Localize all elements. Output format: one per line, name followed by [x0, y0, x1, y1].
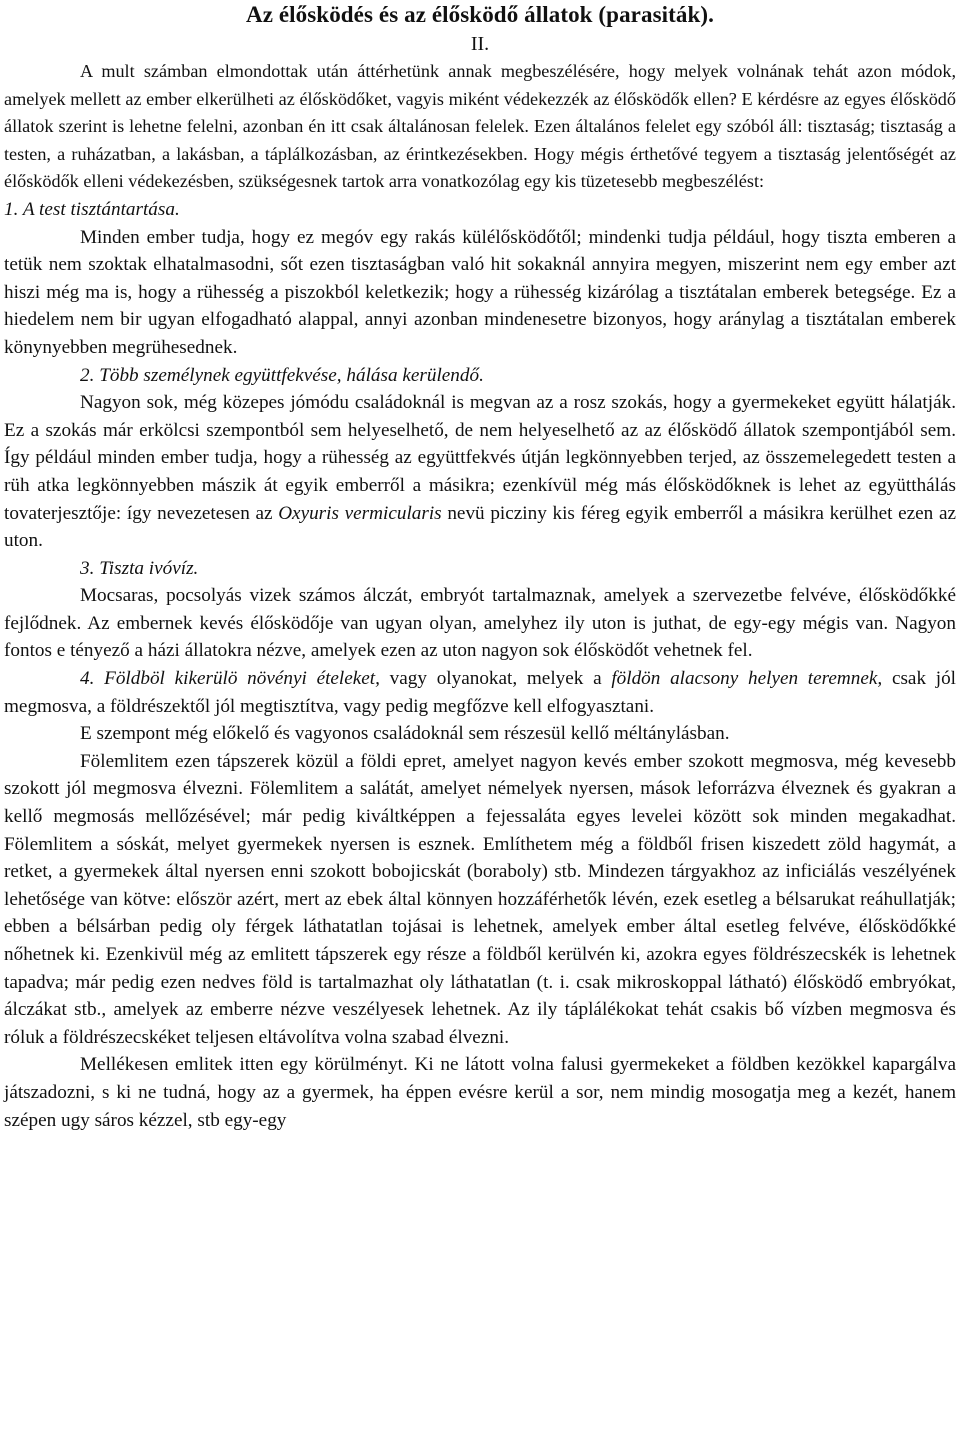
paragraph-body-hygiene: Minden ember tudja, hogy ez megóv egy rakás külélősködőtől; mindenki tudja például, hogy tiszta emberen a tetük nem szoktak elhatalmasodni, sőt ezen tisztaságban való hit sokaknál annyira megyen, miszerint nem egy ember azt hiszi még ma is, hogy a rühesség a piszokból keletkezik; hogy a rühesség kizárólag a tisztátalan emberek betegsége. Ez a hiedelem nem bir ugyan elfogadható alappal, annyi azonban mindenesetre bizonyos, hogy aránylag a tisztátalan emberek könynyebben megrühesednek. — [4, 226, 956, 358]
paragraph-vegetables — [4, 665, 956, 720]
paragraph-children: Mellékesen emlitek itten egy körülményt. Ki ne látott volna falusi gyermekeket a földben kezökkel kapargálva játszadozni, s ki ne tudná, hogy az a gyermek, ha éppen evésre kerül a sor, nem mindig mosogatja meg a kezét, hanem szépen ugy sáros kézzel, stb egy-egy — [4, 1054, 956, 1131]
paragraph-vegetables-text-2: csak jól megmosva, a földrészektől jól megtisztítva, vagy pedig megfőzve kell elfogyasztani. — [4, 668, 957, 717]
section-heading-1: 1. A test tisztántartása. — [4, 198, 180, 220]
document-title: Az élősködés és az élősködő állatok (parasiták). — [245, 2, 714, 27]
paragraph-intro: A mult számban elmondottak után áttérhetünk annak megbeszélésére, hogy melyek volnának tehát azon módok, amelyek mellett az ember elkerülheti az élősködőket, vagyis miként védekezzék az élősködők ellen? E kérdésre az egyes élősködő állatok szerint is lehetne felelni, azonban én itt csak általánosan felelek. Ezen általános felelet egy szóból áll: tisztaság; tisztaság a testen, a ruházatban, a lakásban, a táplálkozásban, az érintkezésekben. Hogy mégis érthetővé tegyem a tisztaság jelentőségét az élősködők elleni védekezésben, szükségesnek tartok arra vonatkozólag egy kis tüzetesebb megbeszélést: — [4, 61, 956, 192]
section-heading-3: 3. Tiszta ivóvíz. — [80, 557, 199, 579]
section-heading-4: 4. Földböl kikerülö növényi ételeket, — [80, 668, 380, 690]
paragraph-cosleeping-text-1: Nagyon sok, még közepes jómódu családoknál is megvan az a rosz szokás, hogy a gyermekeket együtt hálatják. Ez a szokás már erkölcsi szempontból sem helyeselhető, de nem helyeselhető az az élősködő állatok szempontjából sem. Így például minden ember tudja, hogy a rühesség az együttfekvés útján legkönnyebben terjed, az összemelegedett testen a rüh atka legkönnyebben mászik át egyik emberről a másikra; ezenkívül még más élősködőknek is lehet az együtthálás tovaterjesztője: így nevezetesen az — [4, 392, 956, 524]
paragraph-drinking-water: Mocsaras, pocsolyás vizek számos álczát, embryót tartalmaznak, amelyek a szervezetbe felvéve, élősködőkké fejlődnek. Az embernek kevés élősködője van ugyan olyan, amelyhez ily uton is juthat, de egy-egy mégis van. Nagyon fontos e tényező a házi állatokra nézve, amelyek ezen az uton nagyon sok élősködőt vehetnek fel. — [4, 585, 956, 662]
section-heading-2: 2. Több személynek együttfekvése, hálása kerülendő. — [80, 364, 484, 386]
species-name: Oxyuris vermicularis — [278, 502, 442, 524]
paragraph-vegetables-emphasis: földön alacsony helyen teremnek, — [611, 668, 883, 690]
paragraph-cosleeping — [4, 389, 956, 555]
part-number: II. — [470, 33, 490, 55]
paragraph-foods-list: Fölemlitem ezen tápszerek közül a földi epret, amelyet nagyon kevés ember szokott megmosva, még kevesebb szokott jól megmosva élvezni. Fölemlitem a salátát, amelyet némelyek nyersen, mások leforrázva élveznek és gyakran a kellő megmosás mellőzésével; már pedig kiváltképpen a fejessaláta egyes levelei között sok minden megakadhat. Fölemlitem a sóskát, melyet gyermekek nyersen is esznek. Említhetem még a földből frisen kiszedett zöld hagymát, a retket, a gyermekek által nyersen enni szokott bobojicskát (boraboly) stb. Mindezen tárgyakhoz az inficiálás veszélyének lehetősége van kötve: először azért, mert az ebek által könnyen hozzáférhetők lévén, ezek esetleg a bélsarukat reáhullatják; ebben a bélsárban pedig oly férgek láthatatlan tojásai is lehetnek, amelyek ember által esetleg felvéve, élősködőkké nőhetnek ki. Ezenkivül még az emlitett tápszerek egy része a földből kerülvén ki, azokra egyes földrészecskék is lehetnek tapadva; már pedig ezen nedves föld is tartalmazhat oly láthatatlan (t. i. csak mikroskoppal látható) élősködő embryókat, álczákat stb., amelyek az emberre nézve veszélyesek lehetnek. Az ily táplálékokat tehát csakis bő vízben megmosva és róluk a földrészecskéket teljesen eltávolítva volna szabad élvezni. — [4, 750, 956, 1048]
document-page — [4, 0, 956, 1134]
paragraph-vegetables-text-1: vagy olyanokat, melyek a — [379, 668, 612, 690]
paragraph-cosleeping-text-2: nevü picziny kis féreg egyik emberről a másikra kerülhet ezen az uton. — [4, 502, 956, 552]
paragraph-wealthy-families: E szempont még előkelő és vagyonos családoknál sem részesül kellő méltánylásban. — [80, 723, 730, 745]
